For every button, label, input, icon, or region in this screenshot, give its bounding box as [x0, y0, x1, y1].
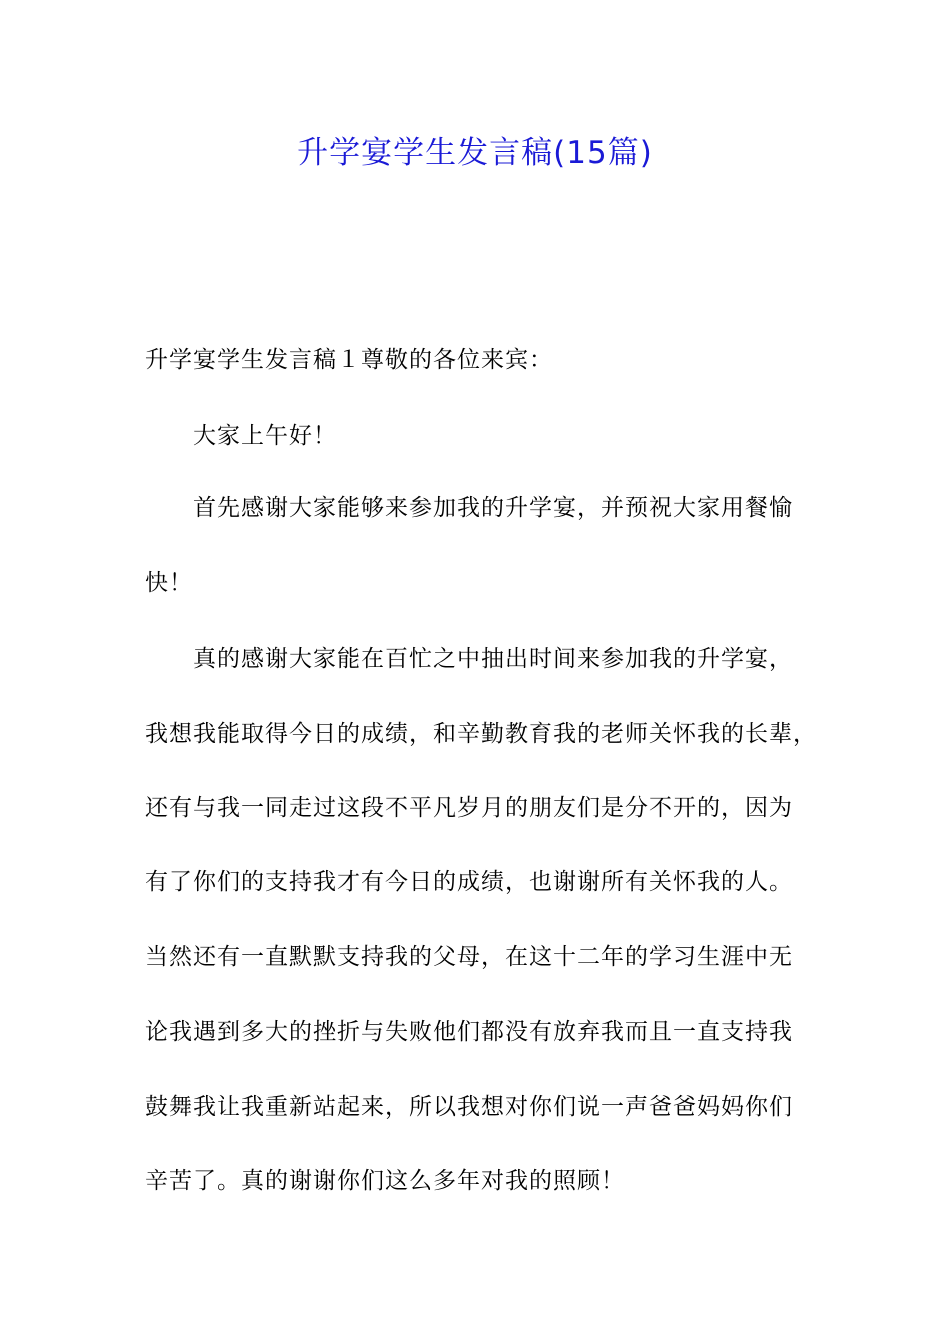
body-line: 真的感谢大家能在百忙之中抽出时间来参加我的升学宴， — [193, 646, 793, 672]
body-line: 论我遇到多大的挫折与失败他们都没有放弃我而且一直支持我 — [145, 1019, 793, 1045]
body-line: 有了你们的支持我才有今日的成绩，也谢谢所有关怀我的人。 — [145, 869, 793, 895]
body-line: 快！ — [145, 570, 193, 596]
body-line: 当然还有一直默默支持我的父母，在这十二年的学习生涯中无 — [145, 944, 793, 970]
body-line: 辛苦了。真的谢谢你们这么多年对我的照顾！ — [145, 1168, 625, 1194]
body-line: 鼓舞我让我重新站起来，所以我想对你们说一声爸爸妈妈你们 — [145, 1094, 793, 1120]
body-line: 首先感谢大家能够来参加我的升学宴，并预祝大家用餐愉 — [193, 495, 793, 521]
body-line: 大家上午好！ — [193, 423, 337, 449]
body-line: 还有与我一同走过这段不平凡岁月的朋友们是分不开的，因为 — [145, 795, 793, 821]
body-line: 我想我能取得今日的成绩，和辛勤教育我的老师关怀我的长辈， — [145, 721, 817, 747]
body-line: 升学宴学生发言稿１尊敬的各位来宾： — [145, 347, 553, 373]
document-title: 升学宴学生发言稿(15篇) — [297, 135, 653, 171]
